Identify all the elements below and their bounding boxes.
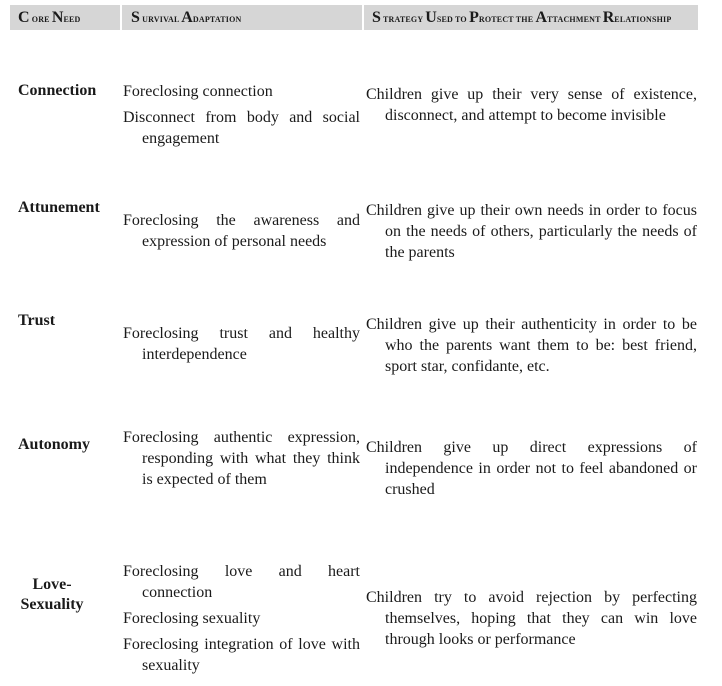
adaptation-attunement [123,210,360,252]
header-survival-adaptation: S URVIVAL ADAPTATION [131,9,242,26]
adaptation-item: Foreclosing sexuality [123,610,261,627]
adaptation-item: Foreclosing integration of love with sexuality [123,636,360,674]
adaptation-item: Foreclosing the awareness and expression of personal needs [123,212,360,250]
strategy-connection: Children give up their very sense of existence, disconnect, and attempt to become invisible [366,86,697,124]
header-core-need: C ORE NEED [18,9,81,26]
core-need-line: Sexuality [20,596,84,613]
strategy-autonomy: Children give up direct expressions of independence in order not to feel abandoned or crushed [366,439,697,498]
core-need-line: Love- [32,576,72,593]
adaptation-connection [123,81,360,149]
strategy-love-sexuality: Children try to avoid rejection by perfecting themselves, hoping that they can win love through looks or performance [366,589,697,648]
core-need-attunement: Attunement [18,199,100,216]
header-strategy: S TRATEGY USED TO PROTECT THE ATTACHMENT RELATIONSHIP [372,9,672,26]
adaptation-love-sexuality [123,561,360,676]
core-need-love-sexuality [8,575,96,615]
adaptation-item: Foreclosing authentic expression, responding with what they think is expected of them [123,429,360,488]
adaptation-trust [123,323,360,365]
adaptation-item: Foreclosing love and heart connection [123,563,360,601]
strategy-attunement: Children give up their own needs in order to focus on the needs of others, particularly the needs of the parents [366,202,697,261]
strategy-trust: Children give up their authenticity in order to be who the parents want them to be: best friend, sport star, confidante, etc. [366,316,697,375]
adaptation-item: Foreclosing trust and healthy interdependence [123,325,360,363]
header-divider [120,5,122,30]
header-divider [362,5,364,30]
table-header [10,5,698,30]
core-need-autonomy: Autonomy [18,436,91,453]
adaptation-item: Foreclosing connection [123,83,273,100]
core-need-trust: Trust [18,312,56,329]
adaptation-autonomy [123,427,360,490]
core-need-connection: Connection [18,82,97,99]
adaptation-item: Disconnect from body and social engagement [123,109,360,147]
